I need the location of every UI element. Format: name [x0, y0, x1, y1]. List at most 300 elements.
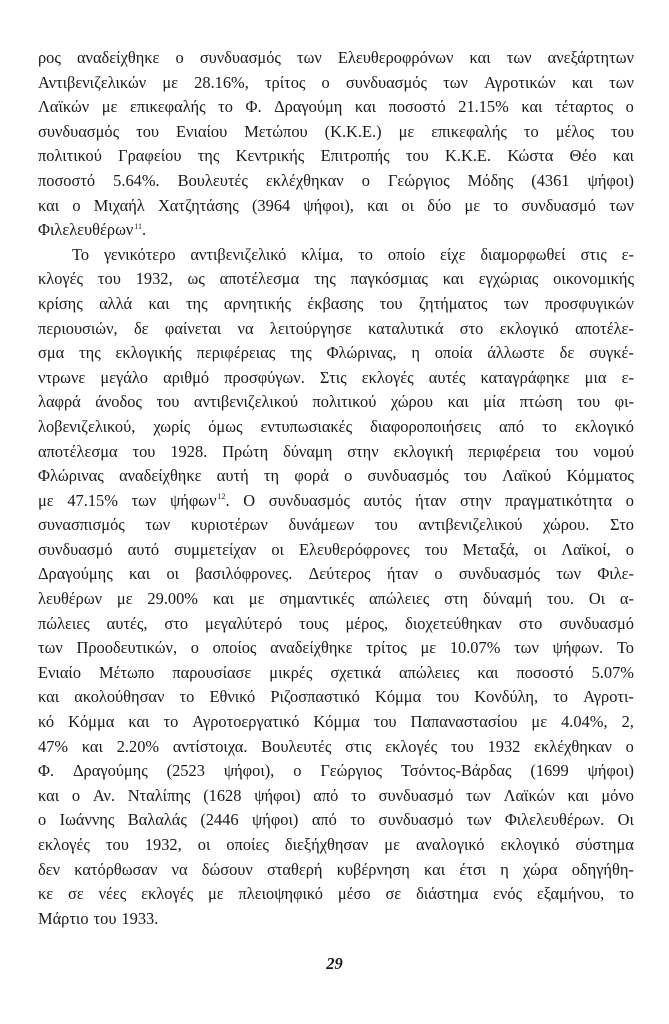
- word: Δεύτερος: [308, 564, 371, 584]
- word: Γεώργιος: [387, 170, 450, 190]
- word: διεξήχθησαν: [284, 835, 369, 854]
- word-group: [117, 587, 133, 612]
- word: α-: [619, 589, 634, 609]
- word-group: [416, 882, 478, 907]
- word: διάστημα: [416, 884, 479, 904]
- word-group: [38, 907, 89, 932]
- text-line: [38, 218, 634, 243]
- word: ψήφοι): [587, 761, 634, 781]
- word: και: [129, 564, 151, 584]
- word-group: [301, 243, 343, 268]
- word: 1928.: [170, 441, 208, 461]
- word-group: [265, 71, 305, 96]
- word-group: [82, 735, 103, 760]
- word: οικονομικής: [553, 269, 634, 289]
- word: εκλογές: [38, 835, 90, 854]
- word: ψήφων: [169, 490, 217, 510]
- word-group: [389, 95, 446, 120]
- word: μεγάλο: [100, 367, 149, 387]
- word-group: [534, 538, 547, 563]
- word-group: [294, 464, 328, 489]
- word-group: [38, 661, 81, 686]
- word: οι: [401, 195, 415, 215]
- word-group: [521, 194, 596, 219]
- word-group: [448, 390, 469, 415]
- word-group: [388, 243, 425, 268]
- word: λοβενιζελικού,: [38, 416, 136, 436]
- word-group: [38, 587, 102, 612]
- word: έκβασης: [307, 293, 364, 313]
- word: αποτέλε-: [575, 318, 634, 338]
- word-group: [589, 341, 634, 366]
- word: 2.20%: [116, 736, 160, 756]
- text-line: [38, 587, 634, 612]
- word-group: [187, 267, 204, 292]
- word: επικεφαλής: [129, 97, 206, 117]
- word: στην: [459, 490, 492, 510]
- word: το: [523, 121, 539, 141]
- word: πώλειες: [38, 613, 90, 633]
- word-group: [194, 390, 298, 415]
- word-group: [136, 267, 173, 292]
- word: Ιωάννης: [59, 810, 115, 830]
- word-group: [38, 489, 54, 514]
- word: οποίος: [212, 638, 257, 658]
- text-line: [38, 882, 634, 907]
- word: αλλά: [99, 293, 133, 313]
- word: ο: [361, 170, 370, 190]
- word: εκλογικό: [574, 416, 634, 436]
- word: πολιτικού: [38, 146, 102, 166]
- word-group: [270, 685, 360, 710]
- word: αποτέλεσμα: [38, 441, 118, 461]
- word: το: [619, 884, 634, 904]
- word: αντίστοιχα.: [172, 736, 248, 756]
- word: από: [311, 810, 337, 830]
- word-group: [561, 710, 607, 735]
- word: (1628: [203, 785, 242, 805]
- word: τρίτος: [264, 72, 306, 92]
- word: τρίτος: [366, 638, 407, 658]
- word: της: [197, 146, 220, 166]
- word-group: [191, 513, 268, 538]
- word-group: [351, 784, 366, 809]
- word-group: [270, 636, 352, 661]
- word: ανεξάρτητων: [547, 48, 634, 67]
- word: και: [567, 785, 589, 805]
- word: Στο: [609, 515, 634, 535]
- word: χώρου: [390, 392, 434, 412]
- word-group: [128, 538, 160, 563]
- word-group: [451, 735, 474, 760]
- word: των: [609, 195, 634, 215]
- word-group: [464, 194, 480, 219]
- word-group: [202, 858, 253, 883]
- word-group: [267, 858, 323, 883]
- text-line: [38, 759, 634, 784]
- word-group: [507, 144, 553, 169]
- word: με: [207, 884, 224, 904]
- word: μικρές: [269, 662, 313, 682]
- word: με: [116, 589, 133, 609]
- word: σύστημα: [575, 835, 634, 854]
- word: συνδυασμός: [268, 490, 350, 510]
- word: Κόμμα: [374, 687, 422, 707]
- word: 47.15%: [67, 490, 118, 510]
- word: εκλογική: [393, 441, 454, 461]
- word-group: [431, 120, 507, 145]
- word: του: [577, 392, 601, 412]
- word: του: [93, 908, 117, 928]
- word: έτσι: [459, 859, 487, 879]
- word-group: [547, 587, 574, 612]
- word-group: [174, 538, 256, 563]
- word-group: [261, 415, 353, 440]
- word-group: [504, 292, 529, 317]
- word-group: [148, 292, 169, 317]
- word-group: [104, 243, 176, 268]
- word-group: [116, 341, 182, 366]
- word-group: [158, 194, 239, 219]
- word: με: [420, 638, 437, 658]
- word-group: [68, 882, 84, 907]
- word-group: [434, 562, 442, 587]
- word: του: [136, 121, 160, 141]
- word: όμως: [208, 416, 243, 436]
- word-group: [261, 735, 331, 760]
- word-group: [274, 95, 342, 120]
- word: νομού: [593, 441, 634, 461]
- word-group: [450, 636, 501, 661]
- word: ο: [71, 785, 81, 805]
- word: δυνάμεων: [288, 515, 355, 535]
- word: των: [443, 72, 468, 92]
- word-group: [73, 759, 148, 784]
- word-group: [468, 440, 540, 465]
- word: στο: [164, 613, 189, 633]
- word: λειτούργησε: [269, 318, 352, 338]
- word-group: [178, 169, 248, 194]
- word-group: [132, 489, 157, 514]
- word-group: [499, 415, 524, 440]
- word: ο: [625, 736, 634, 756]
- text-line: [38, 120, 634, 145]
- word: φορά: [294, 466, 329, 486]
- word-group: [67, 489, 118, 514]
- word-group: [321, 144, 390, 169]
- word: κε: [38, 884, 54, 904]
- word: ήταν: [386, 564, 419, 584]
- word: από: [313, 785, 339, 805]
- text-line: [38, 46, 634, 71]
- word-group: [313, 784, 338, 809]
- word: συμμετείχαν: [174, 539, 257, 559]
- word: πραγματικότητα: [505, 490, 613, 510]
- word: κλογές: [38, 269, 84, 289]
- word: Θέο: [569, 146, 597, 166]
- word: πολιτικού: [312, 392, 377, 412]
- word-group: [203, 784, 241, 809]
- word: νέες: [98, 884, 127, 904]
- word-group: [220, 267, 300, 292]
- word-group: [524, 120, 539, 145]
- word-group: [38, 415, 135, 440]
- word-group: [391, 390, 433, 415]
- word: κυριοτέρων: [190, 515, 268, 535]
- word-group: [200, 808, 238, 833]
- word: Βουλευτές: [261, 736, 332, 756]
- word: ο: [72, 195, 81, 215]
- word: οποίο: [387, 244, 426, 264]
- word-group: [500, 317, 559, 342]
- word-group: [266, 169, 344, 194]
- word-group: [344, 464, 352, 489]
- word-group: [107, 612, 148, 637]
- word-group: [128, 808, 187, 833]
- word-group: [593, 440, 634, 465]
- word-group: [38, 95, 89, 120]
- text-line: [38, 71, 634, 96]
- word: αριθμό: [163, 367, 210, 387]
- word: δε: [559, 343, 575, 363]
- word: ποσοστό: [516, 662, 574, 682]
- word-group: [38, 735, 68, 760]
- word-group: [320, 366, 347, 391]
- word-group: [299, 612, 328, 637]
- word-group: [307, 292, 363, 317]
- word-group: [460, 317, 484, 342]
- word: Το: [616, 638, 634, 658]
- word: προσφυγικών: [544, 293, 634, 313]
- word: Λαϊκών: [503, 785, 555, 805]
- word-group: [521, 95, 542, 120]
- word-group: [173, 735, 248, 760]
- word-group: [224, 759, 274, 784]
- word-group: [346, 71, 427, 96]
- word: αποτέλεσμα: [219, 269, 300, 289]
- word: τη: [263, 466, 280, 486]
- word-group: [38, 390, 81, 415]
- word: ο: [625, 539, 634, 559]
- word: Ριζοσπαστικό: [270, 687, 360, 707]
- word: δε: [133, 318, 149, 338]
- word: μία: [483, 392, 506, 412]
- word-group: [375, 513, 398, 538]
- word: Δραγούμη: [274, 97, 343, 117]
- word: συνδυασμός: [458, 564, 540, 584]
- word-group: [72, 784, 80, 809]
- word-group: [121, 907, 158, 932]
- word-group: [38, 562, 113, 587]
- word: αυτές: [428, 367, 466, 387]
- word-group: [380, 292, 403, 317]
- word: χώρα: [523, 859, 558, 879]
- word: κυβέρνηση: [336, 859, 410, 879]
- word: χωρίς: [153, 416, 191, 436]
- word: Νταλίπης: [127, 785, 191, 805]
- word-group: [269, 661, 312, 686]
- word-group: [568, 784, 589, 809]
- paragraph: [38, 46, 634, 243]
- text-line: [38, 735, 634, 760]
- word-group: [279, 587, 354, 612]
- text-line: [38, 169, 634, 194]
- word: Γραφείου: [118, 146, 182, 166]
- word-group: [38, 218, 146, 243]
- word-group: [445, 144, 491, 169]
- word: Ελευθεροφρόνων: [337, 48, 454, 67]
- word-group: [141, 882, 193, 907]
- word: σταθερή: [267, 859, 323, 879]
- word-group: [252, 808, 298, 833]
- word: το: [218, 97, 233, 117]
- word: να: [171, 859, 188, 879]
- word: με: [398, 121, 415, 141]
- word: του: [450, 736, 474, 756]
- word-group: [180, 685, 195, 710]
- word: και: [81, 736, 103, 756]
- word: Τσόντος-Βάρδας: [400, 761, 512, 781]
- word-group: [370, 415, 481, 440]
- word: των: [514, 638, 539, 658]
- word-group: [129, 562, 150, 587]
- word: και: [571, 72, 593, 92]
- word-group: [543, 513, 589, 538]
- word-group: [38, 612, 90, 637]
- word-group: [309, 562, 371, 587]
- word-group: [346, 612, 389, 637]
- word: δεν: [38, 859, 61, 879]
- word: Ελευθερόφρονες: [298, 539, 410, 559]
- word-group: [493, 882, 522, 907]
- word: των: [503, 293, 529, 313]
- word-group: [245, 95, 261, 120]
- word-group: [384, 833, 400, 858]
- word: το: [553, 687, 568, 707]
- word: Λαϊκού: [502, 466, 552, 486]
- word: αναδείχθηκε: [119, 466, 202, 486]
- word: των: [466, 810, 492, 830]
- word: του: [374, 515, 398, 535]
- word: Κόμμα: [313, 712, 360, 732]
- word-group: [368, 464, 449, 489]
- word-group: [145, 513, 170, 538]
- word-group: [290, 341, 312, 366]
- word: ντρωνε: [38, 367, 86, 387]
- word-group: [622, 243, 634, 268]
- word-group: [38, 858, 60, 883]
- word: ο: [190, 638, 199, 658]
- word-group: [537, 882, 604, 907]
- word: Χατζητάσης: [157, 195, 239, 215]
- word: άλλωστε: [487, 343, 545, 363]
- word: η: [411, 343, 420, 363]
- word-group: [520, 390, 563, 415]
- word-group: [38, 440, 118, 465]
- word-group: [601, 784, 634, 809]
- word: με: [101, 97, 118, 117]
- word-group: [100, 366, 148, 391]
- word-group: [312, 390, 376, 415]
- word: παρουσίασε: [172, 662, 252, 682]
- word: επικεφαλής: [431, 121, 507, 141]
- word: λευθέρων: [38, 589, 103, 609]
- word: του: [97, 269, 121, 289]
- word-group: [136, 120, 159, 145]
- word-group: [198, 833, 211, 858]
- word-group: [283, 440, 332, 465]
- word: στο: [518, 613, 543, 633]
- word-group: [619, 882, 634, 907]
- word-group: [285, 833, 368, 858]
- word: Παπαναστασίου: [410, 712, 518, 732]
- word-group: [128, 710, 149, 735]
- word: συνδυασμό: [378, 785, 454, 805]
- word-group: [479, 267, 539, 292]
- word-group: [191, 636, 199, 661]
- word: ο: [434, 564, 443, 584]
- word: συνδυασμός: [38, 121, 120, 141]
- word-group: [38, 317, 118, 342]
- word-group: [170, 440, 207, 465]
- word: από: [498, 416, 525, 436]
- word: Αγροτι-: [583, 687, 634, 707]
- word: πτώση: [519, 392, 563, 412]
- body-text: [38, 46, 634, 931]
- word: ως: [187, 269, 205, 289]
- word-group: [514, 636, 539, 661]
- word: οι: [271, 539, 284, 559]
- word-group: [388, 169, 450, 194]
- text-line: [38, 513, 634, 538]
- word-group: [459, 858, 486, 883]
- word: 1933.: [121, 908, 159, 928]
- word: Μεταξά,: [462, 539, 519, 559]
- word: του: [132, 441, 156, 461]
- word-group: [580, 243, 606, 268]
- word-group: [244, 120, 307, 145]
- word: Οι: [617, 810, 634, 830]
- word: και: [212, 589, 234, 609]
- word-group: [224, 292, 291, 317]
- word-group: [399, 120, 415, 145]
- word-group: [425, 538, 448, 563]
- word-group: [416, 833, 484, 858]
- word: του: [463, 466, 487, 486]
- word-group: [379, 808, 454, 833]
- word: ψήφοι),: [303, 195, 354, 215]
- word: πλειοψηφικό: [238, 884, 324, 904]
- word-group: [588, 759, 634, 784]
- word-group: [626, 538, 634, 563]
- word: αυτό: [127, 539, 160, 559]
- word-group: [502, 464, 551, 489]
- word: εκλογικό: [499, 318, 559, 338]
- word-group: [566, 464, 633, 489]
- word-group: [560, 341, 575, 366]
- word-group: [477, 661, 498, 686]
- word: οδηγήθη-: [571, 859, 634, 879]
- word: και: [38, 785, 60, 805]
- word: και: [447, 392, 469, 412]
- word: εκλογές: [361, 367, 414, 387]
- word-group: [38, 144, 102, 169]
- word: Κεντρικής: [235, 146, 305, 166]
- word-group: [379, 784, 454, 809]
- word: των: [506, 48, 532, 67]
- word-group: [186, 292, 208, 317]
- word: εκλογές: [385, 736, 438, 756]
